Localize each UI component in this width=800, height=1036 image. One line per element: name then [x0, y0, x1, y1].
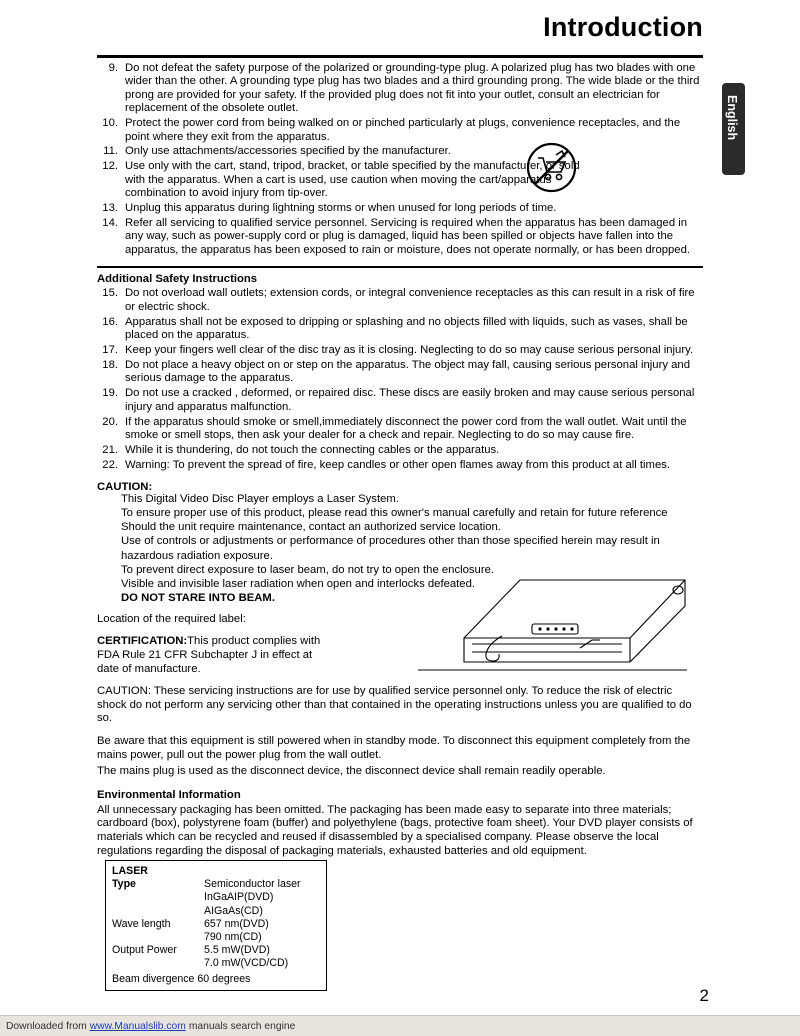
list-item-number: 16.	[102, 315, 118, 328]
list-item-number: 14.	[102, 216, 118, 229]
list-item-number: 18.	[102, 358, 118, 371]
language-tab	[722, 83, 745, 175]
table-cell-value: 790 nm(CD)	[204, 931, 262, 944]
table-cell-key	[112, 891, 204, 904]
list-item-number: 11.	[103, 145, 118, 158]
list-item-text: Do not use a cracked , deformed, or repaired disc. These discs are easily broken and may cause serious personal injury and apparatus malfunction.	[125, 387, 695, 413]
list-item-number: 10.	[102, 117, 118, 130]
table-row	[112, 944, 320, 957]
table-row	[112, 878, 320, 891]
list-item-text: Warning: To prevent the spread of fire, keep candles or other open flames away from this product at all times.	[125, 458, 671, 471]
list-item	[97, 359, 703, 386]
list-item-text: Unplug this apparatus during lightning storms or when unused for long periods of time.	[125, 202, 557, 215]
table-row	[112, 931, 320, 944]
list-item-text: Only use attachments/accessories specified by the manufacturer.	[125, 145, 451, 158]
list-item	[97, 387, 703, 414]
standby-power-paragraph: Be aware that this equipment is still powered when in standby mode. To disconnect this equipment completely from the mains power, pull out the power plug from the wall outlet.	[97, 734, 691, 761]
caution-line: This Digital Video Disc Player employs a Laser System.	[121, 493, 399, 506]
table-row	[112, 918, 320, 931]
list-item-number: 9.	[108, 62, 118, 74]
laser-table-title: LASER	[112, 865, 148, 877]
certification-label: CERTIFICATION:	[97, 635, 188, 648]
list-item	[97, 117, 703, 144]
list-item-number: 13.	[102, 202, 118, 215]
list-item	[97, 202, 703, 215]
dvd-player-illustration	[402, 566, 702, 676]
safety-instruction-list	[97, 62, 703, 257]
table-row	[112, 905, 320, 918]
do-not-stare-warning: DO NOT STARE INTO BEAM.	[121, 591, 275, 604]
list-item	[97, 287, 703, 314]
list-item	[97, 459, 703, 472]
list-item-number: 12.	[102, 160, 118, 173]
table-cell-value: InGaAIP(DVD)	[204, 891, 274, 904]
page-number: 2	[699, 986, 709, 1005]
caution-line: To prevent direct exposure to laser beam, do not try to open the enclosure.	[121, 563, 495, 576]
caution-line: Should the unit require maintenance, contact an authorized service location.	[121, 521, 501, 534]
laser-spec-table	[105, 860, 327, 991]
list-item	[97, 444, 703, 457]
list-item	[97, 145, 703, 158]
list-item-text: Use only with the cart, stand, tripod, bracket, or table specified by the manufacturer, or sold with the apparatus. When a cart is used, use caution when moving the cart/apparatus combination to avoid injury from tip-over.	[125, 160, 580, 200]
table-cell-key: Wave length	[112, 917, 171, 930]
laser-table-footer: Beam divergence 60 degrees	[112, 972, 251, 985]
certification-text: This product complies with FDA Rule 21 CFR Subchapter J in effect at date of manufacture.	[97, 635, 321, 675]
section-divider	[97, 266, 703, 268]
list-item	[97, 62, 703, 116]
caution-line: Visible and invisible laser radiation when open and interlocks defeated.	[121, 577, 475, 590]
table-cell-key	[112, 957, 204, 970]
list-item-text: Protect the power cord from being walked on or pinched particularly at plugs, convenience receptacles, and the point where they exit from the apparatus.	[125, 117, 681, 143]
header-divider	[97, 55, 703, 58]
table-cell-value: AIGaAs(CD)	[204, 904, 263, 917]
manualslib-link[interactable]: www.Manualslib.com	[89, 1020, 186, 1032]
list-item	[97, 217, 703, 257]
environmental-paragraph: All unnecessary packaging has been omitted. The packaging has been made easy to separate into three materials; cardboard (box), polystyrene foam (buffer) and polyethylene (bags, protective foam sheet). Your DVD player consists of materials which can be recycled and reused if disassembled by a specialised company. Please observe the local regulations regarding the disposal of packaging materials, exhausted batteries and old equipment.	[97, 803, 693, 857]
list-item	[97, 316, 703, 343]
table-cell-value: 7.0 mW(VCD/CD)	[204, 957, 289, 970]
list-item-text: If the apparatus should smoke or smell,immediately disconnect the power cord from the wall outlet. Wait until the smoke or smell stops, then ask your dealer for a check and repair. Neglecting to do so may cause fire.	[125, 415, 687, 441]
footer-prefix: Downloaded from	[6, 1020, 87, 1032]
environmental-heading: Environmental Information	[97, 788, 241, 801]
list-item-number: 15.	[102, 287, 118, 300]
caution-line: To ensure proper use of this product, please read this owner's manual carefully and retain for future reference	[121, 507, 668, 520]
download-source-footer	[0, 1015, 800, 1036]
table-cell-value: 5.5 mW(DVD)	[204, 944, 270, 957]
list-item-text: Do not overload wall outlets; extension cords, or integral convenience receptacles as this can result in a risk of fire or electric shock.	[125, 287, 695, 313]
table-cell-value: Semiconductor laser	[204, 878, 301, 891]
list-item-number: 21.	[102, 443, 118, 456]
servicing-caution-paragraph: CAUTION: These servicing instructions are for use by qualified service personnel only. To reduce the risk of electric shock do not perform any servicing other than that contained in the operating instructions unless you are qualified to do so.	[97, 685, 692, 725]
mains-plug-paragraph: The mains plug is used as the disconnect device, the disconnect device shall remain readily operable.	[97, 765, 606, 778]
list-item-number: 20.	[102, 415, 118, 428]
page-title: Introduction	[543, 12, 703, 42]
label-location-text: Location of the required label:	[97, 613, 246, 626]
table-cell-value: 657 nm(DVD)	[204, 917, 269, 930]
list-item-text: Do not place a heavy object on or step on the apparatus. The object may fall, causing serious personal injury and serious damage to the apparatus.	[125, 358, 690, 385]
list-item-text: Refer all servicing to qualified service personnel. Servicing is required when the apparatus has been damaged in any way, such as power-supply cord or plug is damaged, liquid has been spilled or objects have fallen into the apparatus, the apparatus has been exposed to rain or moisture, does not operate normally, or has been dropped.	[125, 216, 690, 256]
table-row	[112, 957, 320, 970]
list-item-text: Keep your fingers well clear of the disc tray as it is closing. Neglecting to do so may cause serious personal injury.	[125, 344, 694, 356]
list-item-number: 22.	[102, 458, 118, 471]
caution-line: Use of controls or adjustments or performance of procedures other than those specified herein may result in	[121, 535, 660, 548]
table-cell-key: Output Power	[112, 944, 177, 957]
caution-heading: CAUTION:	[97, 481, 153, 494]
table-cell-key: Type	[112, 878, 136, 891]
list-item-text: Do not defeat the safety purpose of the polarized or grounding-type plug. A polarized plug has two blades with one wider than the other. A grounding type plug has two blades and a third grounding prong. The wide blade or the third prong are provided for your safety. If the provided plug does not fit into your outlet, consult an electrician for replacement of the obsolete outlet.	[125, 62, 700, 115]
list-item-number: 17.	[102, 344, 118, 356]
list-item	[97, 344, 703, 357]
list-item-text: Apparatus shall not be exposed to dripping or splashing and no objects filled with liquids, such as vases, shall be placed on the apparatus.	[125, 315, 688, 342]
language-tab-label: English	[725, 95, 739, 141]
table-cell-key	[112, 931, 204, 944]
additional-safety-list	[97, 287, 703, 472]
certification-block	[97, 635, 322, 676]
document-body	[97, 62, 703, 858]
table-row	[112, 891, 320, 904]
additional-safety-heading: Additional Safety Instructions	[97, 273, 258, 286]
list-item	[97, 416, 703, 443]
table-cell-key	[112, 905, 204, 918]
caution-line: hazardous radiation exposure.	[121, 549, 273, 562]
footer-suffix: manuals search engine	[188, 1020, 296, 1032]
list-item	[97, 160, 703, 200]
list-item-text: While it is thundering, do not touch the connecting cables or the apparatus.	[125, 443, 500, 456]
list-item-number: 19.	[102, 387, 118, 400]
